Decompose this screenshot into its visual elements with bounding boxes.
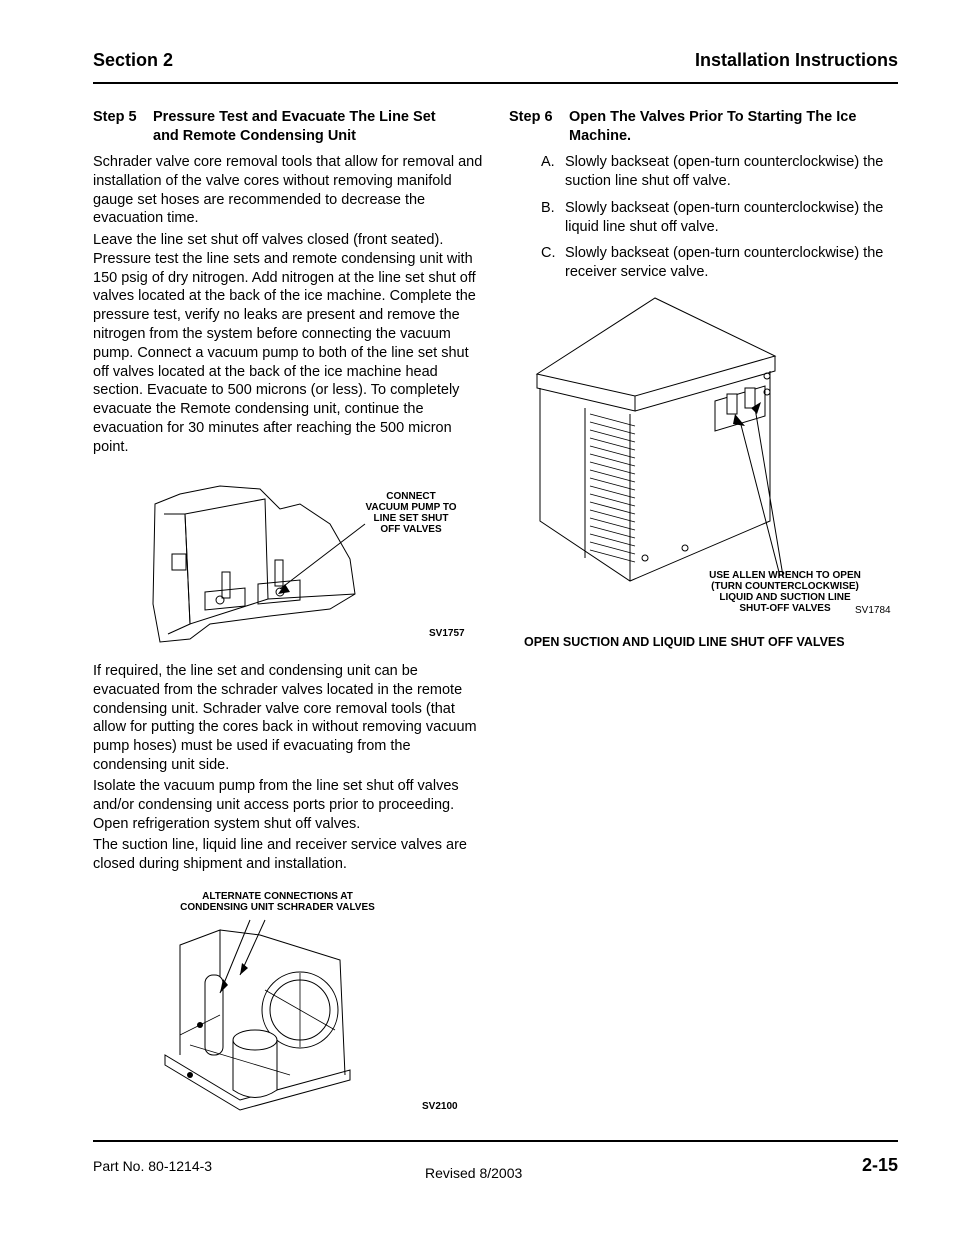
part-number: Part No. 80-1214-3 <box>93 1158 213 1174</box>
condensing-unit-illustration <box>160 915 360 1125</box>
figure1-callout-line: LINE SET SHUT <box>373 513 449 524</box>
figure3-callout-line: LIQUID AND SUCTION LINE <box>719 592 851 603</box>
step6-number: Step 6 <box>509 109 553 125</box>
item-letter: A. <box>541 154 555 170</box>
header-rule <box>93 82 898 84</box>
step6-item-c <box>541 244 901 282</box>
figure3-callout <box>695 570 875 614</box>
figure2-callout-line: ALTERNATE CONNECTIONS AT <box>202 891 353 902</box>
step5-number: Step 5 <box>93 109 137 125</box>
footer-rule <box>93 1140 898 1142</box>
item-letter: C. <box>541 245 556 261</box>
figure3-callout-line: (TURN COUNTERCLOCKWISE) <box>711 581 859 592</box>
figure2-callout-line: CONDENSING UNIT SCHRADER VALVES <box>180 902 375 913</box>
figure1-callout-line: OFF VALVES <box>380 524 442 535</box>
step5-paragraph-4: Isolate the vacuum pump from the line set shut off valves and/or condensing unit access ports prior to proceeding. Open refrigeration system shut off valves. <box>93 778 459 832</box>
step5-paragraph-2: Leave the line set shut off valves closed (front seated). Pressure test the line sets and remote condensing unit with 150 psig of dry nitrogen. Add nitrogen at the line set shut off valves located at the back of the ice machine. Complete the pressure test, verify no leaks are present and remove the nitrogen from the system before connecting the vacuum pump. Connect a vacuum pump to both of the line set shut off valves located at the back of the ice machine head section. Evacuate to 500 microns (or less). To completely evacuate the Remote condensing unit, continue the evacuation for 30 minutes after reaching the 500 micron point. <box>93 232 476 455</box>
step6-item-b <box>541 199 901 237</box>
step6-title-line1: Open The Valves Prior To Starting The Ice <box>569 109 857 125</box>
item-text: Slowly backseat (open-turn counterclockwise) the receiver service valve. <box>565 245 884 280</box>
figure1-code: SV1757 <box>429 628 465 639</box>
figure3-caption: OPEN SUCTION AND LIQUID LINE SHUT OFF VALVES <box>524 635 845 649</box>
figure1-callout-line: VACUUM PUMP TO <box>365 502 457 513</box>
item-letter: B. <box>541 200 555 216</box>
figure2-callout <box>160 891 395 913</box>
figure3-callout-line: SHUT-OFF VALVES <box>739 603 831 614</box>
figure1-callout <box>355 491 467 535</box>
page-number: 2-15 <box>861 1155 898 1175</box>
step5-heading <box>93 108 493 148</box>
step5-title-line1: Pressure Test and Evacuate The Line Set <box>153 109 436 125</box>
line-set-valves-illustration <box>150 484 360 644</box>
revised-date: Revised 8/2003 <box>425 1165 523 1181</box>
step6-title-line2: Machine. <box>569 128 632 144</box>
figure3-code: SV1784 <box>855 605 891 616</box>
page-title: Installation Instructions <box>694 50 898 70</box>
step5-title-line2: and Remote Condensing Unit <box>153 128 356 144</box>
figure2-code: SV2100 <box>422 1101 458 1112</box>
figure1-callout-line: CONNECT <box>386 491 436 502</box>
section-label: Section 2 <box>93 50 174 70</box>
item-text: Slowly backseat (open-turn counterclockwise) the liquid line shut off valve. <box>565 200 884 235</box>
step5-paragraph-5: The suction line, liquid line and receiver service valves are closed during shipment and installation. <box>93 837 467 872</box>
step5-paragraph-3: If required, the line set and condensing unit can be evacuated from the schrader valves located in the remote condensing unit. Schrader valve core removal tools (that allow for putting the cores back in without removing vacuum pump hoses) must be used if evacuating from the condensing unit side. <box>93 663 477 773</box>
figure3-callout-line: USE ALLEN WRENCH TO OPEN <box>709 570 861 581</box>
step6-heading <box>509 108 899 148</box>
ice-machine-illustration <box>535 296 785 586</box>
item-text: Slowly backseat (open-turn counterclockwise) the suction line shut off valve. <box>565 154 884 189</box>
step5-paragraph-1: Schrader valve core removal tools that allow for removal and installation of the valve cores without removing manifold gauge set hoses are recommended to decrease the evacuation time. <box>93 154 483 227</box>
step6-item-a <box>541 153 901 191</box>
